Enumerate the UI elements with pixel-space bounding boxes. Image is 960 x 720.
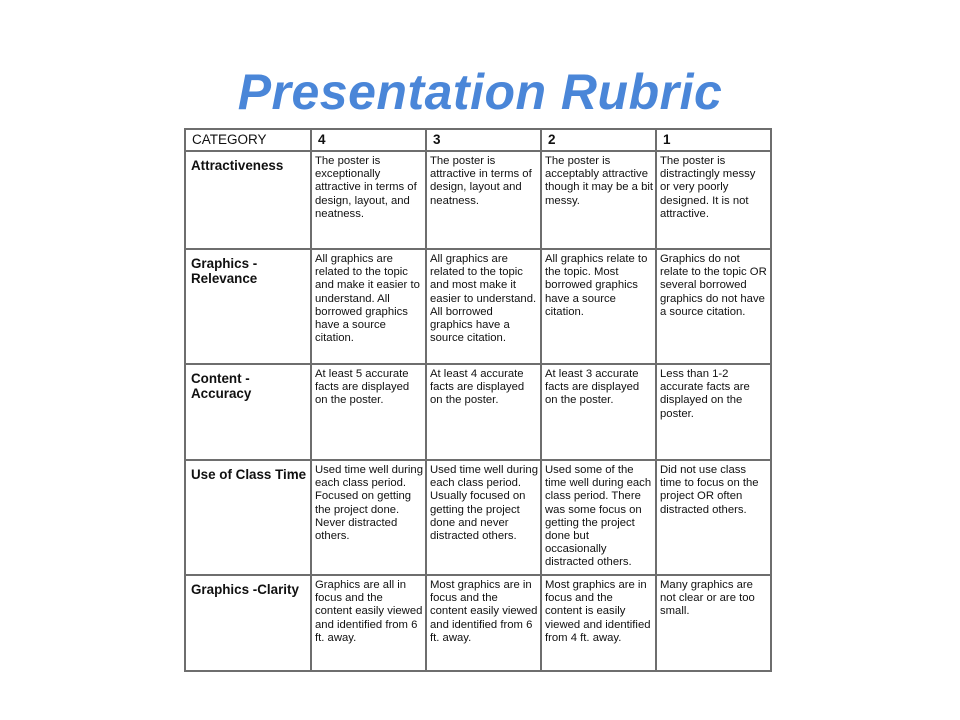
category-cell: Graphics -Clarity [185, 575, 311, 671]
criteria-cell-4: Graphics are all in focus and the content easily viewed and identified from 6 ft. away. [311, 575, 426, 671]
criteria-cell-3: Most graphics are in focus and the content easily viewed and identified from 6 ft. away. [426, 575, 541, 671]
criteria-cell-4: The poster is exceptionally attractive in terms of design, layout, and neatness. [311, 151, 426, 249]
header-score-2: 2 [541, 129, 656, 151]
category-cell: Graphics - Relevance [185, 249, 311, 364]
criteria-cell-2: Most graphics are in focus and the content is easily viewed and identified from 4 ft. away. [541, 575, 656, 671]
row-attractiveness [185, 151, 771, 249]
criteria-cell-4: Used time well during each class period. Focused on getting the project done. Never distracted others. [311, 460, 426, 575]
criteria-cell-1: Graphics do not relate to the topic OR several borrowed graphics do not have a source citation. [656, 249, 771, 364]
criteria-cell-2: The poster is acceptably attractive though it may be a bit messy. [541, 151, 656, 249]
row-content-accuracy [185, 364, 771, 460]
row-use-of-class-time [185, 460, 771, 575]
category-cell: Use of Class Time [185, 460, 311, 575]
criteria-cell-3: At least 4 accurate facts are displayed on the poster. [426, 364, 541, 460]
row-graphics-clarity [185, 575, 771, 671]
criteria-cell-3: Used time well during each class period. Usually focused on getting the project done and never distracted others. [426, 460, 541, 575]
criteria-cell-3: All graphics are related to the topic and most make it easier to understand. All borrowed graphics have a source citation. [426, 249, 541, 364]
criteria-cell-2: At least 3 accurate facts are displayed on the poster. [541, 364, 656, 460]
header-row [185, 129, 771, 151]
header-score-3: 3 [426, 129, 541, 151]
row-graphics-relevance [185, 249, 771, 364]
rubric-table [184, 128, 772, 672]
criteria-cell-3: The poster is attractive in terms of design, layout and neatness. [426, 151, 541, 249]
criteria-cell-4: At least 5 accurate facts are displayed on the poster. [311, 364, 426, 460]
criteria-cell-1: Did not use class time to focus on the project OR often distracted others. [656, 460, 771, 575]
criteria-cell-4: All graphics are related to the topic and make it easier to understand. All borrowed graphics have a source citation. [311, 249, 426, 364]
criteria-cell-2: All graphics relate to the topic. Most borrowed graphics have a source citation. [541, 249, 656, 364]
criteria-cell-1: Many graphics are not clear or are too small. [656, 575, 771, 671]
header-score-4: 4 [311, 129, 426, 151]
criteria-cell-2: Used some of the time well during each class period. There was some focus on getting the project done but occasionally distracted others. [541, 460, 656, 575]
category-cell: Content - Accuracy [185, 364, 311, 460]
criteria-cell-1: The poster is distractingly messy or very poorly designed. It is not attractive. [656, 151, 771, 249]
header-score-1: 1 [656, 129, 771, 151]
category-cell: Attractiveness [185, 151, 311, 249]
slide-title: Presentation Rubric [237, 64, 723, 120]
header-category: CATEGORY [185, 129, 311, 151]
criteria-cell-1: Less than 1-2 accurate facts are displayed on the poster. [656, 364, 771, 460]
